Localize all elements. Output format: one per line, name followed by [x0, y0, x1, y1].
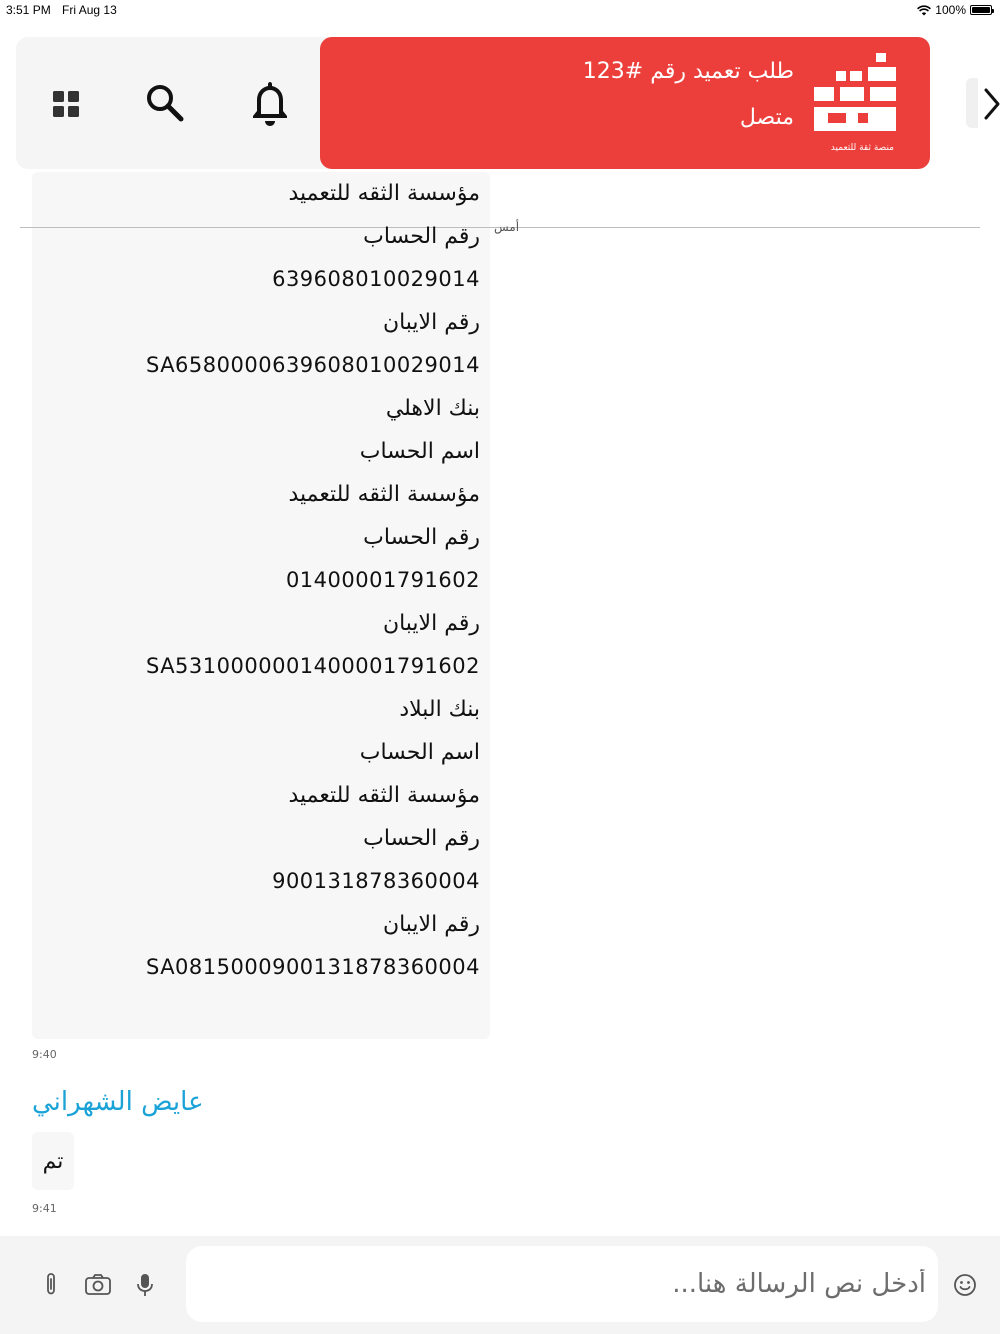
message-line: SA6580000639608010029014 [145, 353, 480, 377]
chevron-right-icon [980, 84, 1000, 124]
request-header [320, 37, 930, 169]
request-title: طلب تعميد رقم #123 [582, 59, 794, 84]
microphone-icon [134, 1272, 156, 1298]
attach-button[interactable] [38, 1272, 64, 1298]
message-time: 9:41 [32, 1202, 57, 1215]
message-line: مؤسسة الثقه للتعميد [288, 482, 480, 507]
smiley-icon [952, 1272, 978, 1298]
message-bubble [32, 1132, 74, 1190]
message-line: 900131878360004 [272, 869, 480, 893]
battery-icon [970, 5, 992, 15]
message-time: 9:40 [32, 1048, 57, 1061]
connection-status: متصل [739, 105, 794, 130]
date-divider-label: أمس [494, 220, 520, 234]
emoji-button[interactable] [952, 1272, 978, 1298]
bank-details-message [20, 172, 480, 989]
message-line: اسم الحساب [359, 740, 480, 765]
status-date: Fri Aug 13 [62, 3, 117, 17]
bell-icon [250, 79, 290, 127]
status-bar [0, 0, 1000, 22]
paperclip-icon [38, 1272, 64, 1298]
notifications-button[interactable] [244, 76, 296, 130]
search-icon [145, 83, 185, 123]
wifi-icon [917, 5, 931, 16]
message-line: SA5310000001400001791602 [145, 654, 480, 678]
message-line: بنك الاهلي [385, 396, 480, 421]
camera-icon [84, 1272, 112, 1298]
message-line: رقم الحساب [363, 525, 480, 550]
message-line: مؤسسة الثقه للتعميد [288, 181, 480, 206]
message-line: SA0815000900131878360004 [145, 955, 480, 979]
message-input[interactable] [186, 1246, 938, 1322]
message-line: اسم الحساب [359, 439, 480, 464]
search-button[interactable] [140, 78, 190, 128]
sender-name: عايض الشهراني [32, 1087, 204, 1117]
message-line: رقم الحساب [363, 826, 480, 851]
grid-icon [53, 91, 79, 117]
message-line: رقم الحساب [363, 224, 480, 249]
message-line: رقم الايبان [382, 912, 480, 937]
back-button[interactable] [980, 84, 1000, 124]
message-text: تم [42, 1148, 64, 1174]
message-line: رقم الايبان [382, 310, 480, 335]
apps-grid-button[interactable] [44, 82, 88, 126]
logo-caption: منصة ثقة للتعميد [830, 143, 894, 153]
camera-button[interactable] [84, 1272, 112, 1298]
battery-percent: 100% [935, 3, 966, 17]
chat-area[interactable] [0, 22, 1000, 1236]
message-line: مؤسسة الثقه للتعميد [288, 783, 480, 808]
status-time: 3:51 PM [6, 3, 51, 17]
message-line: بنك البلاد [399, 697, 480, 722]
side-tab[interactable] [966, 78, 978, 128]
thiqa-logo [812, 51, 900, 155]
message-line: رقم الايبان [382, 611, 480, 636]
message-line: 01400001791602 [285, 568, 480, 592]
message-line: 639608010029014 [272, 267, 480, 291]
message-composer [0, 1236, 1000, 1334]
microphone-button[interactable] [134, 1272, 156, 1298]
